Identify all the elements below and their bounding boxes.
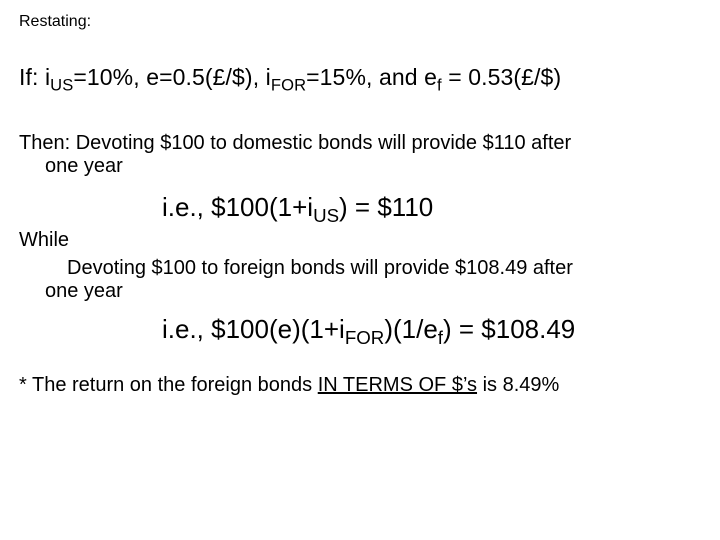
foreign-rate-value: =15%, and e xyxy=(306,64,438,90)
footnote-underlined: IN TERMS OF $’s xyxy=(317,374,478,396)
foreign-equation-subscript-for: FOR xyxy=(344,326,385,348)
foreign-equation-part2: )(1/e xyxy=(384,314,438,344)
us-rate-subscript: US xyxy=(50,75,74,95)
future-rate-subscript: f xyxy=(437,75,442,95)
footnote-prefix: * The return on the foreign bonds xyxy=(19,374,318,396)
domestic-bonds-text: Then: Devoting $100 to domestic bonds will provide $110 after xyxy=(19,132,572,154)
foreign-rate-subscript: FOR xyxy=(270,75,307,95)
while-label: While xyxy=(19,229,70,251)
slide-heading: Restating: xyxy=(19,13,92,30)
domestic-return-equation xyxy=(162,192,434,226)
footnote-suffix: is 8.49% xyxy=(477,374,560,396)
foreign-bonds-text-continued: one year xyxy=(45,280,123,302)
domestic-equation-part2: ) = $110 xyxy=(339,192,434,222)
footnote xyxy=(19,375,559,395)
conditions-prefix: If: i xyxy=(19,64,51,90)
conditions-line xyxy=(19,64,562,95)
future-rate-value: = 0.53(£/$) xyxy=(441,64,562,90)
us-rate-value: =10%, e=0.5(£/$), i xyxy=(73,64,271,90)
foreign-equation-part3: ) = $108.49 xyxy=(442,314,576,344)
foreign-return-equation xyxy=(162,314,576,348)
foreign-equation-part1: i.e., $100(e)(1+i xyxy=(162,314,345,344)
foreign-equation-subscript-f: f xyxy=(437,326,443,348)
domestic-bonds-text-continued: one year xyxy=(45,155,123,177)
domestic-equation-subscript: US xyxy=(313,204,340,226)
foreign-bonds-text: Devoting $100 to foreign bonds will provide $108.49 after xyxy=(67,257,573,279)
domestic-equation-part1: i.e., $100(1+i xyxy=(162,192,314,222)
